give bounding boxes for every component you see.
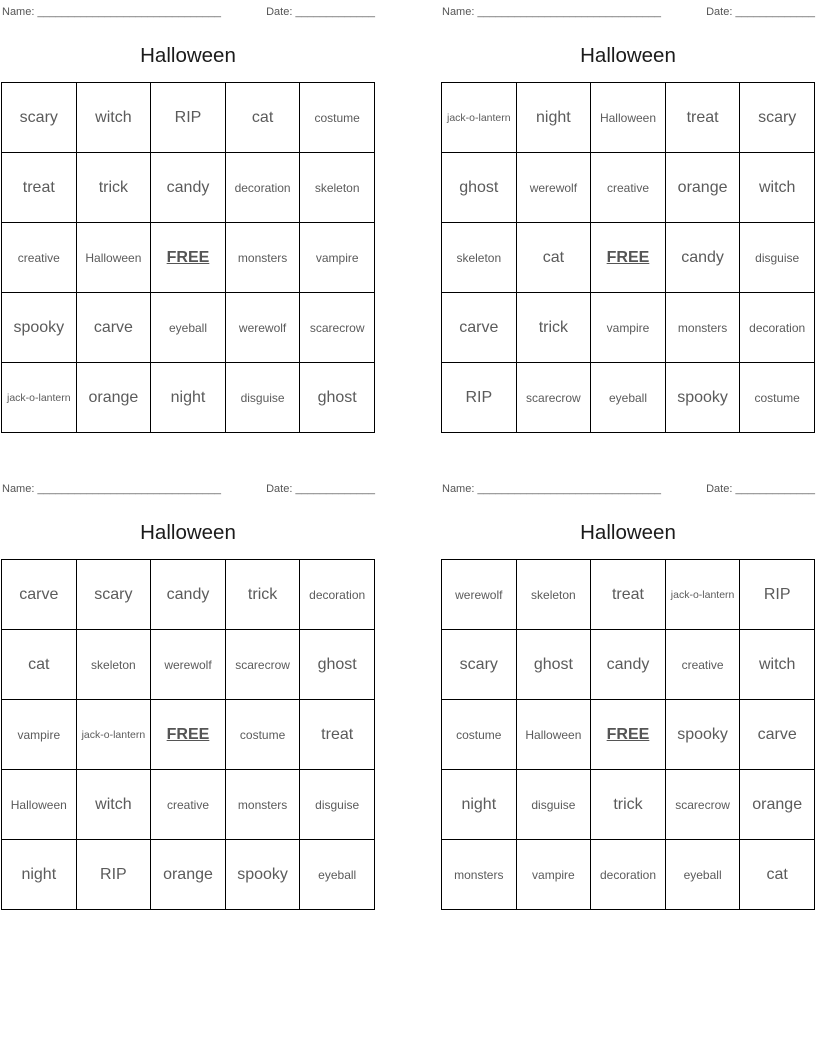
bingo-cell: decoration [740, 293, 815, 363]
name-blank-line: ______________________________ [477, 6, 661, 18]
bingo-cell: RIP [77, 840, 152, 910]
bingo-cell: werewolf [226, 293, 301, 363]
bingo-cell-free: FREE [591, 223, 666, 293]
bingo-cell: cat [2, 630, 77, 700]
bingo-cell: costume [442, 700, 517, 770]
bingo-cell: treat [666, 83, 741, 153]
bingo-cell: ghost [300, 630, 375, 700]
bingo-cell: disguise [517, 770, 592, 840]
bingo-cell: ghost [300, 363, 375, 433]
bingo-cell: carve [77, 293, 152, 363]
bingo-grid [441, 559, 815, 910]
bingo-cell: skeleton [77, 630, 152, 700]
name-blank-line: ______________________________ [37, 483, 221, 495]
bingo-cell: monsters [226, 770, 301, 840]
bingo-cell: vampire [591, 293, 666, 363]
date-label: Date: [266, 6, 293, 18]
bingo-cell: spooky [666, 363, 741, 433]
bingo-cell: creative [591, 153, 666, 223]
bingo-cell: scarecrow [300, 293, 375, 363]
card-header [441, 481, 815, 497]
name-field [2, 481, 221, 497]
date-field [706, 481, 815, 497]
date-blank-line: _____________ [735, 6, 815, 18]
name-label: Name: [2, 6, 35, 18]
bingo-cell: RIP [442, 363, 517, 433]
bingo-cell: candy [151, 153, 226, 223]
name-field [442, 4, 661, 20]
date-label: Date: [266, 483, 293, 495]
bingo-cell: cat [740, 840, 815, 910]
bingo-cell-free: FREE [151, 700, 226, 770]
bingo-cell: monsters [442, 840, 517, 910]
bingo-cell: cat [517, 223, 592, 293]
date-field [266, 4, 375, 20]
bingo-cell: vampire [300, 223, 375, 293]
name-label: Name: [442, 483, 475, 495]
bingo-card-4 [441, 481, 815, 910]
name-blank-line: ______________________________ [37, 6, 221, 18]
bingo-cell: ghost [517, 630, 592, 700]
bingo-cell: skeleton [300, 153, 375, 223]
bingo-cell: creative [151, 770, 226, 840]
bingo-cell: monsters [226, 223, 301, 293]
bingo-cell: jack-o-lantern [666, 560, 741, 630]
name-label: Name: [2, 483, 35, 495]
bingo-cell: decoration [591, 840, 666, 910]
date-label: Date: [706, 483, 733, 495]
bingo-cell: candy [591, 630, 666, 700]
bingo-cell: ghost [442, 153, 517, 223]
date-label: Date: [706, 6, 733, 18]
bingo-cell: night [151, 363, 226, 433]
bingo-cell: vampire [2, 700, 77, 770]
date-field [266, 481, 375, 497]
bingo-cell: jack-o-lantern [77, 700, 152, 770]
bingo-cell: spooky [226, 840, 301, 910]
bingo-cell: eyeball [300, 840, 375, 910]
bingo-cell: RIP [151, 83, 226, 153]
bingo-cell: monsters [666, 293, 741, 363]
bingo-cell: scary [442, 630, 517, 700]
bingo-grid [1, 559, 375, 910]
bingo-cell: costume [300, 83, 375, 153]
bingo-cell: scarecrow [226, 630, 301, 700]
bingo-card-2 [441, 4, 815, 433]
bingo-cell: carve [740, 700, 815, 770]
bingo-cell: werewolf [442, 560, 517, 630]
bingo-cell: Halloween [517, 700, 592, 770]
bingo-cell: RIP [740, 560, 815, 630]
bingo-cell: eyeball [151, 293, 226, 363]
bingo-cell: eyeball [666, 840, 741, 910]
name-field [442, 481, 661, 497]
card-header [441, 4, 815, 20]
bingo-cell: orange [151, 840, 226, 910]
bingo-cell-free: FREE [591, 700, 666, 770]
date-blank-line: _____________ [735, 483, 815, 495]
bingo-cell: witch [77, 83, 152, 153]
bingo-cell: candy [666, 223, 741, 293]
bingo-cell: orange [77, 363, 152, 433]
bingo-cell: candy [151, 560, 226, 630]
bingo-cell: eyeball [591, 363, 666, 433]
bingo-cell: disguise [300, 770, 375, 840]
bingo-cell: treat [591, 560, 666, 630]
bingo-cell: scary [77, 560, 152, 630]
bingo-cell: spooky [666, 700, 741, 770]
bingo-card-3 [1, 481, 375, 910]
bingo-grid [441, 82, 815, 433]
bingo-cell: Halloween [77, 223, 152, 293]
name-field [2, 4, 221, 20]
bingo-cell: scary [2, 83, 77, 153]
bingo-cell: witch [77, 770, 152, 840]
bingo-cell: costume [226, 700, 301, 770]
bingo-cell-free: FREE [151, 223, 226, 293]
bingo-grid [1, 82, 375, 433]
card-title: Halloween [580, 521, 676, 544]
bingo-cell: decoration [300, 560, 375, 630]
card-header [1, 4, 375, 20]
bingo-cell: disguise [740, 223, 815, 293]
date-field [706, 4, 815, 20]
bingo-cell: skeleton [442, 223, 517, 293]
bingo-cell: night [517, 83, 592, 153]
card-title: Halloween [140, 44, 236, 67]
card-title: Halloween [580, 44, 676, 67]
bingo-cell: cat [226, 83, 301, 153]
bingo-cell: trick [517, 293, 592, 363]
bingo-card-1 [1, 4, 375, 433]
bingo-cell: orange [740, 770, 815, 840]
bingo-cell: costume [740, 363, 815, 433]
name-label: Name: [442, 6, 475, 18]
bingo-cell: spooky [2, 293, 77, 363]
bingo-cell: skeleton [517, 560, 592, 630]
bingo-cell: carve [2, 560, 77, 630]
card-title: Halloween [140, 521, 236, 544]
bingo-cell: trick [226, 560, 301, 630]
bingo-cell: disguise [226, 363, 301, 433]
bingo-cell: scarecrow [517, 363, 592, 433]
bingo-cell: trick [591, 770, 666, 840]
bingo-cell: trick [77, 153, 152, 223]
bingo-cell: vampire [517, 840, 592, 910]
bingo-cell: creative [666, 630, 741, 700]
date-blank-line: _____________ [295, 483, 375, 495]
bingo-cell: treat [2, 153, 77, 223]
bingo-cell: scarecrow [666, 770, 741, 840]
bingo-cell: creative [2, 223, 77, 293]
bingo-cell: treat [300, 700, 375, 770]
bingo-cell: Halloween [591, 83, 666, 153]
bingo-cell: night [442, 770, 517, 840]
bingo-cell: jack-o-lantern [2, 363, 77, 433]
bingo-cell: decoration [226, 153, 301, 223]
name-blank-line: ______________________________ [477, 483, 661, 495]
bingo-cell: werewolf [517, 153, 592, 223]
bingo-cell: scary [740, 83, 815, 153]
bingo-cell: witch [740, 153, 815, 223]
bingo-cell: carve [442, 293, 517, 363]
bingo-cell: Halloween [2, 770, 77, 840]
date-blank-line: _____________ [295, 6, 375, 18]
bingo-cell: jack-o-lantern [442, 83, 517, 153]
bingo-cell: night [2, 840, 77, 910]
bingo-cell: witch [740, 630, 815, 700]
bingo-cell: werewolf [151, 630, 226, 700]
bingo-cell: orange [666, 153, 741, 223]
card-header [1, 481, 375, 497]
